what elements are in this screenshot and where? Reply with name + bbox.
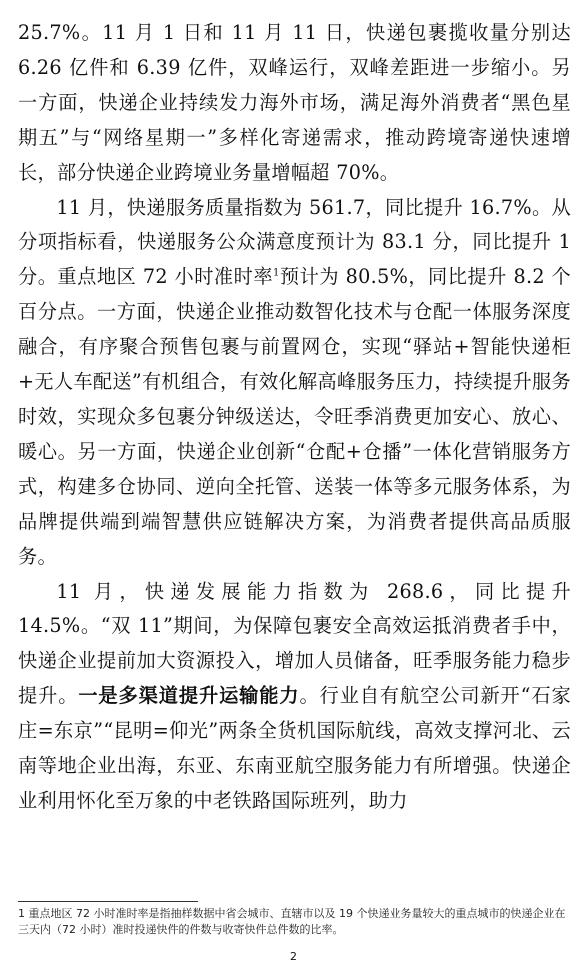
paragraph-3-text-a: 11 月，快递发展能力指数为 268.6，同比提升 14.5%。“双 11”期间，为保障包裹安全高效运抵消费者手中，快递企业提前加大资源投入，增加人员储备，旺季服务能力稳步提升。: [18, 579, 571, 708]
paragraph-3-text-b: 。行业自有航空公司新开“石家庄=东京”“昆明=仰光”两条全货机国际航线，高效支撑河北、云南等地企业出海，东亚、东南亚航空服务能力有所增强。快递企业利用怀化至万象的中老铁路国际班列，助力: [18, 684, 571, 812]
paragraph-2: [18, 191, 571, 575]
page-number: 2: [290, 950, 297, 963]
paragraph-3-bold-heading: 一是多渠道提升运输能力: [78, 684, 300, 708]
paragraph-1-text: 25.7%。11 月 1 日和 11 月 11 日，快递包裹揽收量分别达 6.26 亿件和 6.39 亿件，双峰运行，双峰差距进一步缩小。另一方面，快递企业持续发力海外市场，满足海外消费者“黑色星期五”与“网络星期一”多样化寄递需求，推动跨境寄递快速增长，部分快递企业跨境业务量增幅超 70%。: [18, 21, 571, 184]
footnote-reference: 1: [273, 267, 280, 279]
footnote-divider: [18, 901, 198, 902]
paragraph-2-text-b: 预计为 80.5%，同比提升 8.2 个百分点。一方面，快递企业推动数智化技术与仓配一体服务深度融合，有序聚合预售包裹与前置网仓，实现“驿站+智能快递柜+无人车配送”有机组合，有效化解高峰服务压力，持续提升服务时效，实现众多包裹分钟级送达，令旺季消费更加安心、放心、暖心。另一方面，快递企业创新“仓配+仓播”一体化营销服务方式，构建多仓协同、逆向全托管、送装一体等多元服务体系，为品牌提供端到端智慧供应链解决方案，为消费者提供高品质服务。: [18, 265, 571, 568]
footnote-text: 重点地区 72 小时准时率是指抽样数据中省会城市、直辖市以及 19 个快递业务量较大的重点城市的快递企业在三天内（72 小时）准时投递快件的件数与收寄快件总件数的比率。: [18, 907, 566, 936]
body-text: [18, 16, 571, 819]
footnote-marker: 1: [18, 907, 25, 920]
footnote: [18, 906, 571, 938]
paragraph-2-text-a: 11 月，快递服务质量指数为 561.7，同比提升 16.7%。从分项指标看，快递服务公众满意度预计为 83.1 分，同比提升 1 分。重点地区 72 小时准时率: [18, 195, 571, 289]
paragraph-1: [18, 16, 571, 191]
paragraph-3: [18, 575, 571, 819]
